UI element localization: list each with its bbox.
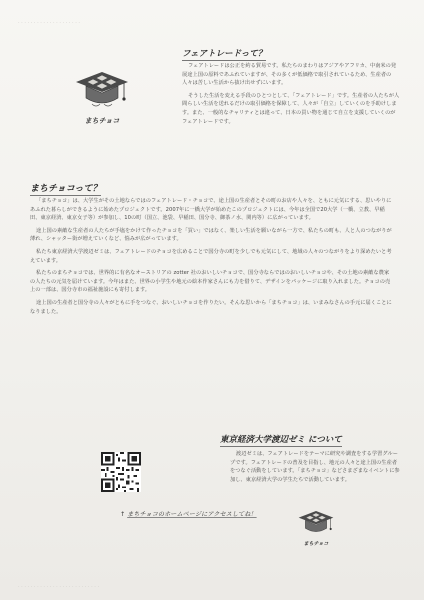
paragraph: 私たち東京経済大学渡辺ゼミは、フェアトレードのチョコを広めることで国分寺の町を少しでも元気にして、地域の人々のつながりをより深めたいと考えています。 (30, 248, 392, 264)
section-body-seminar (230, 450, 400, 488)
up-arrow-icon: ↑ (120, 511, 126, 518)
bleed-through-text: · · · · · · · · · · · · · · · · · · · · (18, 20, 80, 26)
homepage-link-text: まちチョコのホームページにアクセスしてね！ (127, 511, 257, 518)
section-body-machichoco (30, 197, 394, 320)
paragraph: そうした生活を変える手段のひとつとして、「フェアトレード」です。生産者の人たちが人間らしい生活を送れるだけの取引価格を保障して、人々が「自立」していくのを手助けします。また、一般的なチャリティとは違って、日本の買い物を通じて自立を支援していくのがフェアトレードです。 (182, 92, 400, 125)
paragraph: 「まちチョコ」は、大学生がその土地ならではのフェアトレード・チョコで、途上国の生産者とその町のお店や人々を、ともに元気にする、思いやりにあふれた暮らしができるように始めたプロジェクトです。2007年に一橋大学が始めたこのプロジェクトには、今年は全国で20大学（一橋、立教、早稲田、東京経済、東京女子等）が参加し、10の町（国立、池袋、早稲田、国分寺、御茶ノ水、関内等）に広がっています。 (30, 198, 392, 222)
qr-code-icon[interactable] (101, 452, 141, 492)
section-heading-machichoco: まちチョコって？ (30, 181, 101, 196)
paragraph: フェアトレードは公正を約る貿易です。私たちのまわりはアジアやアフリカ、中南米の発展途上国の原料であふれていますが、その多くが低価格で取引されているため、生産者の人々は苦しい生活から抜け出せずにいます。 (182, 63, 397, 87)
section-heading-seminar: 東京経済大学渡辺ゼミ について (220, 435, 342, 445)
section-heading-fairtrade: フェアトレードって？ (182, 49, 267, 59)
paragraph: 途上国の生産者と国分寺の人々がともに手をつなぐ、おいしいチョコを作りたい。そんな思いから「まちチョコ」は、いまみなさんの手元に届くことになりました。 (30, 299, 392, 315)
homepage-link[interactable] (120, 509, 257, 518)
logo-label: まちチョコ (303, 541, 329, 547)
graduation-cap-chocolate-icon (72, 68, 132, 118)
paragraph: 渡辺ゼミは、フェアトレードをテーマに研究や調査をする学習グループです。フェアトレードの普及を目指し、地元の人々と途上国の生産者をつなぐ活動をしています。「まちチョコ」などさまざまなイベントに参加し、東京経済大学の学生たちで活動しています。 (230, 451, 400, 483)
bleed-through-text: · · · · · · · · · · · · · · · · · · · · · · · · · · (18, 584, 100, 590)
section-body-fairtrade (182, 62, 400, 130)
paragraph: 途上国の素敵な生産者の人たちが手塩をかけて作ったチョコを「買い」ではなく、楽しい生活を願いながら一方で、私たちの町も、人と人のつながりが薄れ、シャッター街が増えていくなど、悩みが広がっています。 (30, 227, 392, 243)
paragraph: 私たちのまちチョコでは、世界的に有名なオーストリアの zotter 社のおいしいチョコで、国分寺ならではのおいしいチョコや、その土地の素敵な農家の人たちの元気を届けています。今年はまた、世界の小学生や地元の絵本作家さんにも力を借りて、デザインをパッケージに取り入れました。チョコの売上の一部は、国分寺市の福祉施設にも寄付します。 (30, 270, 391, 294)
machichoco-logo-bottom (296, 508, 336, 552)
graduation-cap-chocolate-icon (296, 508, 336, 542)
machichoco-logo-top (72, 68, 132, 130)
logo-label: まちチョコ (84, 117, 120, 125)
